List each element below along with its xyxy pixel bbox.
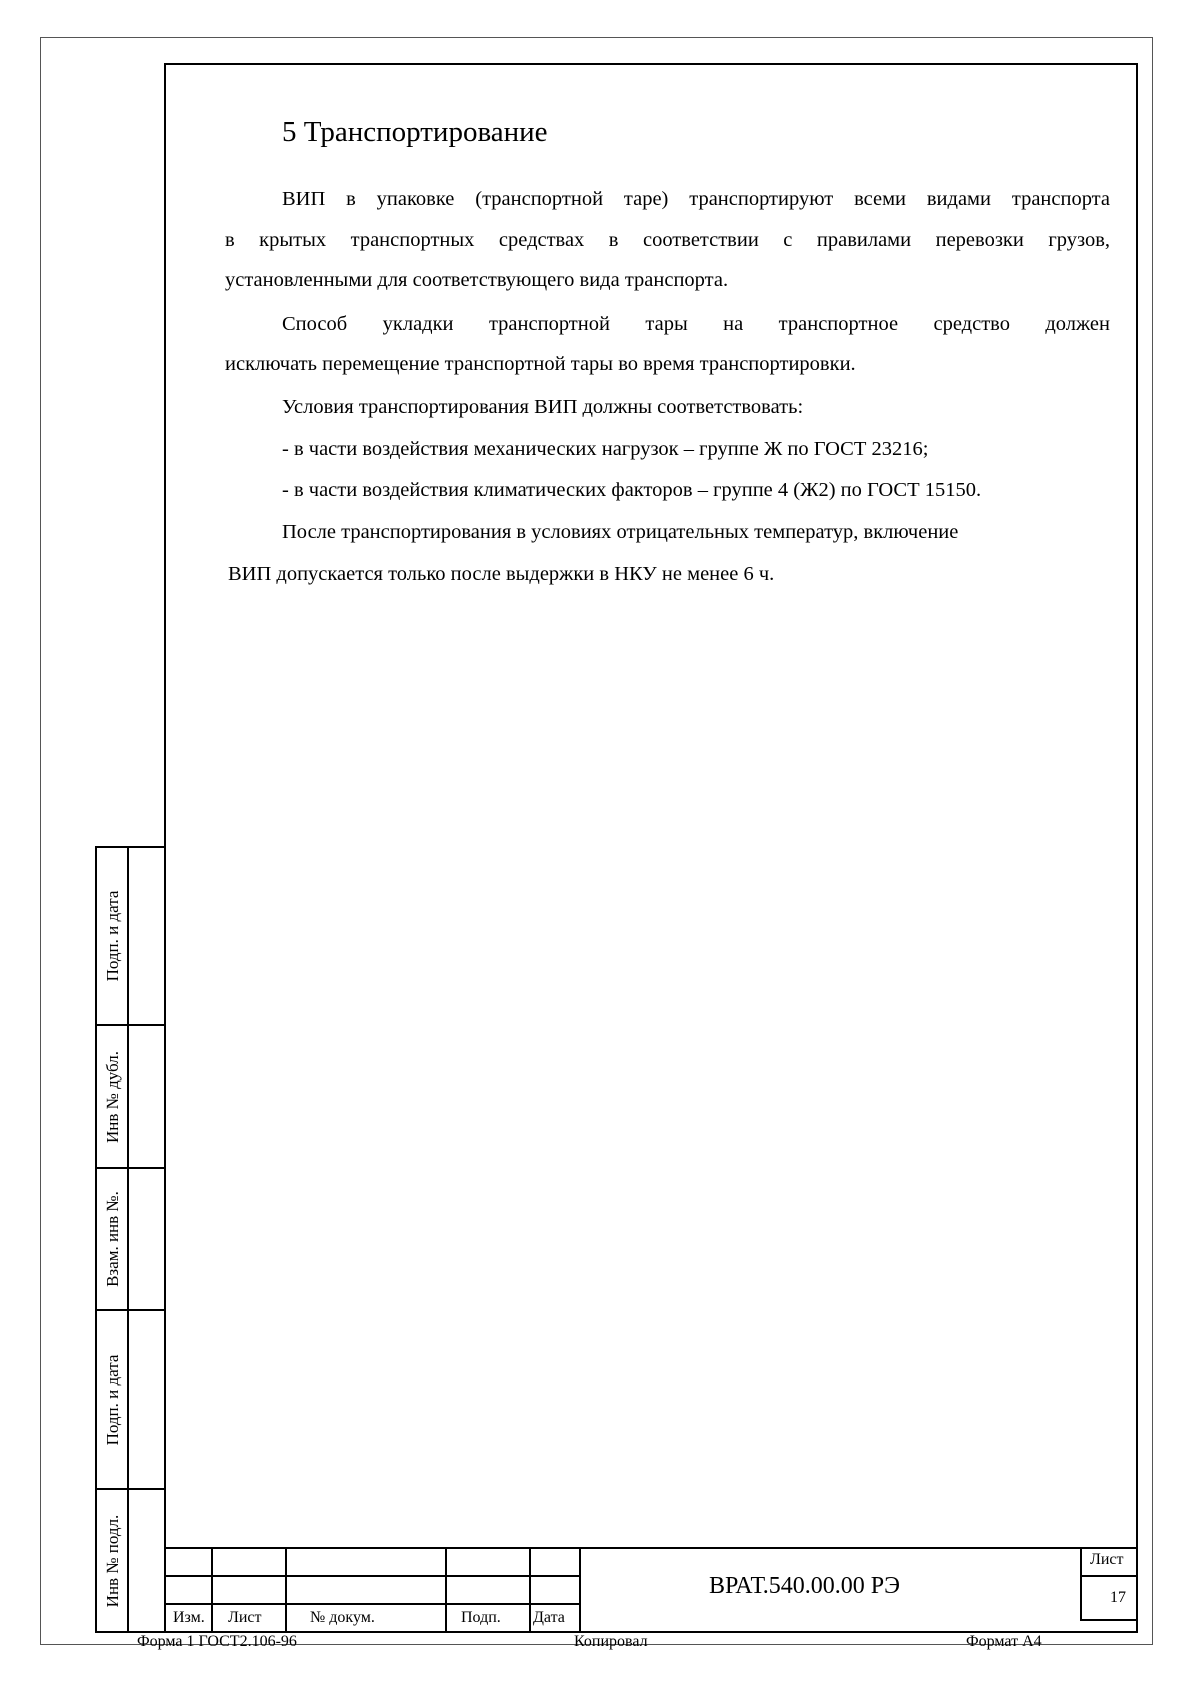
tb-row-line-1 — [164, 1575, 581, 1577]
paragraph-2-line-2: исключать перемещение транспортной тары во время транспортировки. — [225, 353, 856, 375]
tb-col-line-1 — [211, 1547, 213, 1633]
footer-format: Формат А4 — [966, 1633, 1042, 1650]
paragraph-1-line-2: в крытых транспортных средствах в соответствии с правилами перевозки грузов, — [225, 229, 1110, 251]
side-label: Инв № дубл. — [103, 1050, 122, 1143]
col-date-label: Дата — [533, 1609, 565, 1626]
document-designation: ВРАТ.540.00.00 РЭ — [709, 1573, 900, 1599]
paragraph-2-line-1: Способ укладки транспортной тары на транспортное средство должен — [282, 313, 1110, 335]
paragraph-3: Условия транспортирования ВИП должны соответствовать: — [282, 396, 804, 418]
title-block — [164, 1547, 1138, 1633]
paragraph-4-line-2: ВИП допускается только после выдержки в НКУ не менее 6 ч. — [228, 563, 775, 585]
side-cell-orig-inv — [95, 1488, 165, 1633]
footer-copied: Копировал — [574, 1633, 648, 1650]
footer-form: Форма 1 ГОСТ2.106-96 — [137, 1633, 297, 1650]
list-item-1: - в части воздействия механических нагрузок – группе Ж по ГОСТ 23216; — [282, 438, 929, 460]
sheet-number: 17 — [1110, 1589, 1126, 1606]
paragraph-1-line-1: ВИП в упаковке (транспортной таре) транспортируют всеми видами транспорта — [282, 188, 1110, 210]
tb-col-line-3 — [445, 1547, 447, 1633]
side-label: Подп. и дата — [103, 890, 122, 982]
tb-sheet-box-left — [1080, 1547, 1082, 1621]
paragraph-1-line-3: установленными для соответствующего вида транспорта. — [225, 269, 729, 291]
paragraph-4-line-1: После транспортирования в условиях отрицательных температур, включение — [282, 521, 959, 543]
sheet-label: Лист — [1090, 1551, 1124, 1568]
side-cell-sign-date-2 — [95, 1309, 165, 1490]
side-cell-repl-inv — [95, 1167, 165, 1311]
binding-column — [95, 846, 165, 1633]
side-cell-sign-date-1 — [95, 846, 165, 1026]
tb-sheet-box-mid — [1080, 1575, 1138, 1577]
inner-frame — [164, 63, 1138, 1633]
side-cell-dup-inv — [95, 1024, 165, 1169]
tb-sheet-box-bottom — [1080, 1619, 1138, 1621]
tb-top-border — [164, 1547, 1138, 1549]
list-item-2: - в части воздействия климатических факторов – группе 4 (Ж2) по ГОСТ 15150. — [282, 479, 982, 501]
tb-col-line-4 — [529, 1547, 531, 1633]
side-label: Взам. инв №. — [103, 1191, 122, 1287]
tb-col-line-2 — [285, 1547, 287, 1633]
side-label: Инв № подл. — [103, 1514, 122, 1607]
tb-row-line-2 — [164, 1603, 581, 1605]
section-heading: 5 Транспортирование — [282, 116, 548, 148]
col-sign-label: Подп. — [461, 1609, 501, 1626]
col-list-label: Лист — [228, 1609, 262, 1626]
side-label: Подп. и дата — [103, 1354, 122, 1445]
col-izm-label: Изм. — [173, 1609, 205, 1626]
col-doc-label: № докум. — [310, 1609, 375, 1626]
tb-col-line-5 — [579, 1547, 581, 1633]
